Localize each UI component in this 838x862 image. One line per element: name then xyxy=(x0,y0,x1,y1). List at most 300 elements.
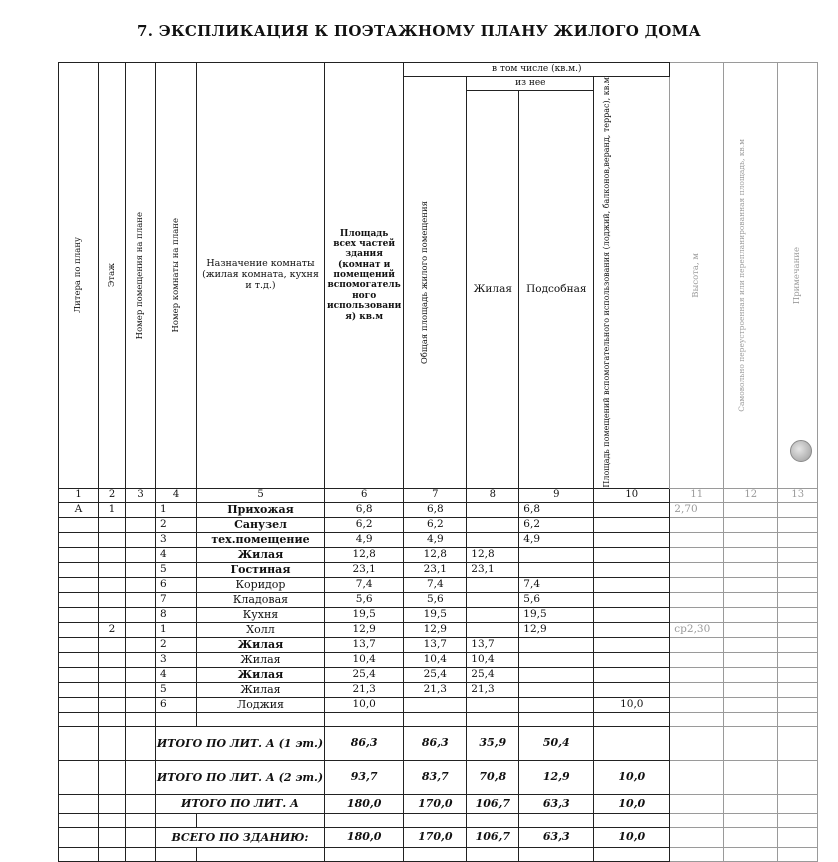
room-number-cell: 7 xyxy=(156,592,197,607)
living-area-cell: 13,7 xyxy=(467,637,519,652)
column-number-cell: 10 xyxy=(594,488,670,502)
premises-number-cell xyxy=(126,682,156,697)
note-cell xyxy=(778,562,818,577)
empty-cell xyxy=(59,712,99,726)
secondary-use-area-cell xyxy=(594,682,670,697)
room-number-cell: 6 xyxy=(156,577,197,592)
column-number-cell: 3 xyxy=(126,488,156,502)
room-row xyxy=(59,502,818,517)
total-living-cell: 106,7 xyxy=(467,794,519,813)
note-cell xyxy=(778,622,818,637)
empty-cell xyxy=(126,712,156,726)
total-area-cell: 10,4 xyxy=(404,652,467,667)
total-area-cell: 12,9 xyxy=(404,622,467,637)
living-area-cell: 25,4 xyxy=(467,667,519,682)
room-number-cell: 2 xyxy=(156,637,197,652)
room-name-cell: Жилая xyxy=(197,652,325,667)
floor-cell xyxy=(99,517,126,532)
premises-number-cell xyxy=(126,562,156,577)
column-number-cell: 7 xyxy=(404,488,467,502)
premises-number-cell xyxy=(126,517,156,532)
room-row xyxy=(59,517,818,532)
empty-cell xyxy=(778,760,818,794)
header-ploshchad-vsekh: Площадь всех частей здания (комнат и помещений вспомогатель ного использовани я) кв.м xyxy=(325,63,404,489)
column-number-cell: 6 xyxy=(325,488,404,502)
area-all-cell: 10,0 xyxy=(325,697,404,712)
total-aux-cell: 50,4 xyxy=(519,726,594,760)
total-area-cell: 7,4 xyxy=(404,577,467,592)
empty-cell xyxy=(724,760,778,794)
height-cell xyxy=(670,652,724,667)
empty-cell xyxy=(778,847,818,861)
litera-cell xyxy=(59,592,99,607)
litera-cell xyxy=(59,652,99,667)
empty-cell xyxy=(670,712,724,726)
total-secondary-cell xyxy=(594,726,670,760)
empty-cell xyxy=(778,726,818,760)
room-row xyxy=(59,682,818,697)
room-number-cell: 5 xyxy=(156,562,197,577)
premises-number-cell xyxy=(126,592,156,607)
empty-cell xyxy=(467,813,519,827)
unauthorized-area-cell xyxy=(724,532,778,547)
total-row-floor-1 xyxy=(59,726,818,760)
living-area-cell xyxy=(467,502,519,517)
room-number-cell: 1 xyxy=(156,622,197,637)
empty-cell xyxy=(156,847,197,861)
empty-cell xyxy=(724,813,778,827)
note-cell xyxy=(778,682,818,697)
empty-cell xyxy=(59,794,99,813)
auxiliary-area-cell: 6,8 xyxy=(519,502,594,517)
secondary-use-area-cell: 10,0 xyxy=(594,697,670,712)
empty-cell xyxy=(724,794,778,813)
premises-number-cell xyxy=(126,532,156,547)
room-number-cell: 3 xyxy=(156,532,197,547)
height-cell xyxy=(670,562,724,577)
note-cell xyxy=(778,637,818,652)
empty-cell xyxy=(325,847,404,861)
total-row-floor-2 xyxy=(59,760,818,794)
premises-number-cell xyxy=(126,622,156,637)
empty-cell xyxy=(467,712,519,726)
litera-cell xyxy=(59,532,99,547)
room-row xyxy=(59,637,818,652)
empty-cell xyxy=(99,712,126,726)
empty-cell xyxy=(670,827,724,847)
living-area-cell xyxy=(467,532,519,547)
living-area-cell xyxy=(467,592,519,607)
unauthorized-area-cell xyxy=(724,562,778,577)
empty-cell xyxy=(519,712,594,726)
room-name-cell: Лоджия xyxy=(197,697,325,712)
empty-cell xyxy=(59,827,99,847)
litera-cell xyxy=(59,682,99,697)
empty-cell xyxy=(126,847,156,861)
auxiliary-area-cell: 6,2 xyxy=(519,517,594,532)
living-area-cell: 12,8 xyxy=(467,547,519,562)
header-litera: Литера по плану xyxy=(59,63,99,489)
auxiliary-area-cell: 19,5 xyxy=(519,607,594,622)
empty-cell xyxy=(724,726,778,760)
litera-cell xyxy=(59,667,99,682)
empty-cell xyxy=(404,847,467,861)
litera-cell xyxy=(59,547,99,562)
height-cell xyxy=(670,577,724,592)
litera-cell xyxy=(59,697,99,712)
empty-cell xyxy=(670,847,724,861)
floor-cell xyxy=(99,682,126,697)
room-number-cell: 6 xyxy=(156,697,197,712)
header-vysota: Высота, м xyxy=(670,63,724,489)
empty-cell xyxy=(126,760,156,794)
unauthorized-area-cell xyxy=(724,667,778,682)
empty-cell xyxy=(670,726,724,760)
room-name-cell: Холл xyxy=(197,622,325,637)
header-vspomogatelnaya: Площадь помещений вспомогательного использования (лоджий, балконов,веранд, террас), кв.м xyxy=(594,77,670,489)
living-area-cell: 21,3 xyxy=(467,682,519,697)
empty-cell xyxy=(325,813,404,827)
living-area-cell xyxy=(467,697,519,712)
secondary-use-area-cell xyxy=(594,502,670,517)
room-row xyxy=(59,607,818,622)
header-etazh: Этаж xyxy=(99,63,126,489)
total-area-all-cell: 93,7 xyxy=(325,760,404,794)
header-nomer-pomeshcheniya: Номер помещения на плане xyxy=(126,63,156,489)
auxiliary-area-cell xyxy=(519,637,594,652)
premises-number-cell xyxy=(126,637,156,652)
grand-total-row xyxy=(59,827,818,847)
empty-cell xyxy=(467,847,519,861)
total-secondary-cell: 10,0 xyxy=(594,794,670,813)
empty-cell xyxy=(126,813,156,827)
floor-cell xyxy=(99,577,126,592)
empty-cell xyxy=(670,794,724,813)
empty-cell xyxy=(99,794,126,813)
note-cell xyxy=(778,652,818,667)
empty-cell xyxy=(126,827,156,847)
room-name-cell: тех.помещение xyxy=(197,532,325,547)
total-total-area-cell: 170,0 xyxy=(404,794,467,813)
total-aux-cell: 12,9 xyxy=(519,760,594,794)
empty-cell xyxy=(594,712,670,726)
total-area-all-cell: 86,3 xyxy=(325,726,404,760)
column-number-cell: 11 xyxy=(670,488,724,502)
empty-cell xyxy=(778,712,818,726)
note-cell xyxy=(778,592,818,607)
floor-cell xyxy=(99,697,126,712)
note-cell xyxy=(778,547,818,562)
unauthorized-area-cell xyxy=(724,547,778,562)
secondary-use-area-cell xyxy=(594,607,670,622)
litera-cell xyxy=(59,517,99,532)
height-cell: ср2,30 xyxy=(670,622,724,637)
header-row-1 xyxy=(59,63,818,77)
floor-cell xyxy=(99,667,126,682)
premises-number-cell xyxy=(126,652,156,667)
auxiliary-area-cell: 4,9 xyxy=(519,532,594,547)
hole-punch-mark xyxy=(790,440,812,462)
room-name-cell: Жилая xyxy=(197,637,325,652)
height-cell xyxy=(670,517,724,532)
note-cell xyxy=(778,502,818,517)
height-cell xyxy=(670,682,724,697)
room-number-cell: 5 xyxy=(156,682,197,697)
column-number-cell: 9 xyxy=(519,488,594,502)
explication-table xyxy=(58,62,818,862)
living-area-cell xyxy=(467,577,519,592)
total-area-all-cell: 180,0 xyxy=(325,794,404,813)
area-all-cell: 6,8 xyxy=(325,502,404,517)
room-row xyxy=(59,562,818,577)
secondary-use-area-cell xyxy=(594,637,670,652)
note-cell xyxy=(778,532,818,547)
total-area-cell: 23,1 xyxy=(404,562,467,577)
header-samovolno: Самовольно переустроенная или перепланированная площадь, кв.м xyxy=(724,63,778,489)
total-aux-cell: 63,3 xyxy=(519,794,594,813)
room-name-cell: Гостиная xyxy=(197,562,325,577)
total-total-area-cell: 83,7 xyxy=(404,760,467,794)
header-zhilaya: Жилая xyxy=(467,91,519,489)
room-name-cell: Коридор xyxy=(197,577,325,592)
empty-cell xyxy=(404,712,467,726)
total-aux-cell: 63,3 xyxy=(519,827,594,847)
floor-cell xyxy=(99,592,126,607)
empty-cell xyxy=(156,712,197,726)
room-number-cell: 1 xyxy=(156,502,197,517)
unauthorized-area-cell xyxy=(724,697,778,712)
empty-cell xyxy=(778,813,818,827)
empty-cell xyxy=(325,712,404,726)
room-row xyxy=(59,697,818,712)
total-area-cell xyxy=(404,697,467,712)
empty-cell xyxy=(724,827,778,847)
unauthorized-area-cell xyxy=(724,622,778,637)
header-obshchaya: Общая площадь жилого помещения xyxy=(404,77,467,489)
empty-cell xyxy=(197,712,325,726)
room-number-cell: 3 xyxy=(156,652,197,667)
total-area-cell: 4,9 xyxy=(404,532,467,547)
empty-cell xyxy=(59,726,99,760)
premises-number-cell xyxy=(126,667,156,682)
empty-row xyxy=(59,712,818,726)
total-label-cell: ИТОГО ПО ЛИТ. А xyxy=(156,794,325,813)
auxiliary-area-cell xyxy=(519,682,594,697)
note-cell xyxy=(778,577,818,592)
auxiliary-area-cell: 7,4 xyxy=(519,577,594,592)
empty-cell xyxy=(126,794,156,813)
height-cell xyxy=(670,637,724,652)
unauthorized-area-cell xyxy=(724,577,778,592)
area-all-cell: 23,1 xyxy=(325,562,404,577)
column-number-cell: 5 xyxy=(197,488,325,502)
height-cell xyxy=(670,547,724,562)
note-cell xyxy=(778,697,818,712)
column-number-cell: 2 xyxy=(99,488,126,502)
total-area-cell: 5,6 xyxy=(404,592,467,607)
secondary-use-area-cell xyxy=(594,667,670,682)
litera-cell xyxy=(59,607,99,622)
auxiliary-area-cell xyxy=(519,547,594,562)
empty-cell xyxy=(594,847,670,861)
room-row xyxy=(59,577,818,592)
room-row xyxy=(59,652,818,667)
unauthorized-area-cell xyxy=(724,517,778,532)
empty-cell xyxy=(519,847,594,861)
room-name-cell: Жилая xyxy=(197,667,325,682)
total-label-cell: ВСЕГО ПО ЗДАНИЮ: xyxy=(156,827,325,847)
living-area-cell xyxy=(467,622,519,637)
empty-cell xyxy=(778,794,818,813)
floor-cell xyxy=(99,637,126,652)
empty-cell xyxy=(99,760,126,794)
room-name-cell: Прихожая xyxy=(197,502,325,517)
area-all-cell: 6,2 xyxy=(325,517,404,532)
note-cell xyxy=(778,667,818,682)
empty-cell xyxy=(99,847,126,861)
litera-cell xyxy=(59,637,99,652)
empty-cell xyxy=(724,847,778,861)
premises-number-cell xyxy=(126,547,156,562)
total-secondary-cell: 10,0 xyxy=(594,827,670,847)
premises-number-cell xyxy=(126,607,156,622)
living-area-cell: 10,4 xyxy=(467,652,519,667)
height-cell xyxy=(670,532,724,547)
header-naznachenie: Назначение комнаты (жилая комната, кухня и т.д.) xyxy=(197,63,325,489)
empty-cell xyxy=(404,813,467,827)
area-all-cell: 25,4 xyxy=(325,667,404,682)
living-area-cell: 23,1 xyxy=(467,562,519,577)
note-cell xyxy=(778,607,818,622)
floor-cell xyxy=(99,562,126,577)
empty-cell xyxy=(99,827,126,847)
unauthorized-area-cell xyxy=(724,592,778,607)
area-all-cell: 4,9 xyxy=(325,532,404,547)
column-number-cell: 12 xyxy=(724,488,778,502)
room-number-cell: 8 xyxy=(156,607,197,622)
secondary-use-area-cell xyxy=(594,592,670,607)
area-all-cell: 21,3 xyxy=(325,682,404,697)
total-total-area-cell: 170,0 xyxy=(404,827,467,847)
room-number-cell: 4 xyxy=(156,547,197,562)
area-all-cell: 12,8 xyxy=(325,547,404,562)
auxiliary-area-cell xyxy=(519,562,594,577)
room-row xyxy=(59,547,818,562)
total-area-cell: 19,5 xyxy=(404,607,467,622)
secondary-use-area-cell xyxy=(594,547,670,562)
auxiliary-area-cell xyxy=(519,667,594,682)
empty-cell xyxy=(59,847,99,861)
litera-cell: А xyxy=(59,502,99,517)
secondary-use-area-cell xyxy=(594,517,670,532)
header-nomer-komnaty: Номер комнаты на плане xyxy=(156,63,197,489)
area-all-cell: 10,4 xyxy=(325,652,404,667)
column-number-cell: 4 xyxy=(156,488,197,502)
secondary-use-area-cell xyxy=(594,652,670,667)
empty-cell xyxy=(59,813,99,827)
room-number-cell: 4 xyxy=(156,667,197,682)
premises-number-cell xyxy=(126,577,156,592)
empty-cell xyxy=(594,813,670,827)
height-cell xyxy=(670,607,724,622)
empty-cell xyxy=(778,827,818,847)
column-number-cell: 13 xyxy=(778,488,818,502)
litera-cell xyxy=(59,562,99,577)
unauthorized-area-cell xyxy=(724,682,778,697)
empty-cell xyxy=(197,847,325,861)
empty-row xyxy=(59,813,818,827)
column-numbers-row xyxy=(59,488,818,502)
room-row xyxy=(59,592,818,607)
premises-number-cell xyxy=(126,502,156,517)
auxiliary-area-cell xyxy=(519,697,594,712)
total-area-cell: 6,2 xyxy=(404,517,467,532)
total-label-cell: ИТОГО ПО ЛИТ. А (2 эт.) xyxy=(156,760,325,794)
empty-cell xyxy=(99,813,126,827)
column-number-cell: 8 xyxy=(467,488,519,502)
header-podsobnaya: Подсобная xyxy=(519,91,594,489)
unauthorized-area-cell xyxy=(724,607,778,622)
living-area-cell xyxy=(467,607,519,622)
unauthorized-area-cell xyxy=(724,652,778,667)
empty-cell xyxy=(59,760,99,794)
premises-number-cell xyxy=(126,697,156,712)
total-total-area-cell: 86,3 xyxy=(404,726,467,760)
empty-cell xyxy=(519,813,594,827)
litera-cell xyxy=(59,577,99,592)
living-area-cell xyxy=(467,517,519,532)
column-number-cell: 1 xyxy=(59,488,99,502)
floor-cell xyxy=(99,532,126,547)
height-cell xyxy=(670,592,724,607)
room-row xyxy=(59,532,818,547)
total-area-all-cell: 180,0 xyxy=(325,827,404,847)
room-row xyxy=(59,667,818,682)
secondary-use-area-cell xyxy=(594,622,670,637)
floor-cell xyxy=(99,652,126,667)
area-all-cell: 12,9 xyxy=(325,622,404,637)
floor-cell: 2 xyxy=(99,622,126,637)
total-area-cell: 25,4 xyxy=(404,667,467,682)
room-name-cell: Жилая xyxy=(197,682,325,697)
empty-cell xyxy=(156,813,197,827)
secondary-use-area-cell xyxy=(594,532,670,547)
floor-cell xyxy=(99,607,126,622)
total-area-cell: 12,8 xyxy=(404,547,467,562)
auxiliary-area-cell: 12,9 xyxy=(519,622,594,637)
empty-cell xyxy=(197,813,325,827)
total-living-cell: 35,9 xyxy=(467,726,519,760)
floor-cell: 1 xyxy=(99,502,126,517)
unauthorized-area-cell xyxy=(724,502,778,517)
auxiliary-area-cell: 5,6 xyxy=(519,592,594,607)
area-all-cell: 19,5 xyxy=(325,607,404,622)
room-row xyxy=(59,622,818,637)
empty-cell xyxy=(670,813,724,827)
header-v-tom-chisle: в том числе (кв.м.) xyxy=(404,63,670,77)
area-all-cell: 5,6 xyxy=(325,592,404,607)
area-all-cell: 13,7 xyxy=(325,637,404,652)
total-row-litera xyxy=(59,794,818,813)
total-label-cell: ИТОГО ПО ЛИТ. А (1 эт.) xyxy=(156,726,325,760)
auxiliary-area-cell xyxy=(519,652,594,667)
area-all-cell: 7,4 xyxy=(325,577,404,592)
secondary-use-area-cell xyxy=(594,562,670,577)
room-name-cell: Кухня xyxy=(197,607,325,622)
litera-cell xyxy=(59,622,99,637)
empty-cell xyxy=(99,726,126,760)
height-cell xyxy=(670,697,724,712)
